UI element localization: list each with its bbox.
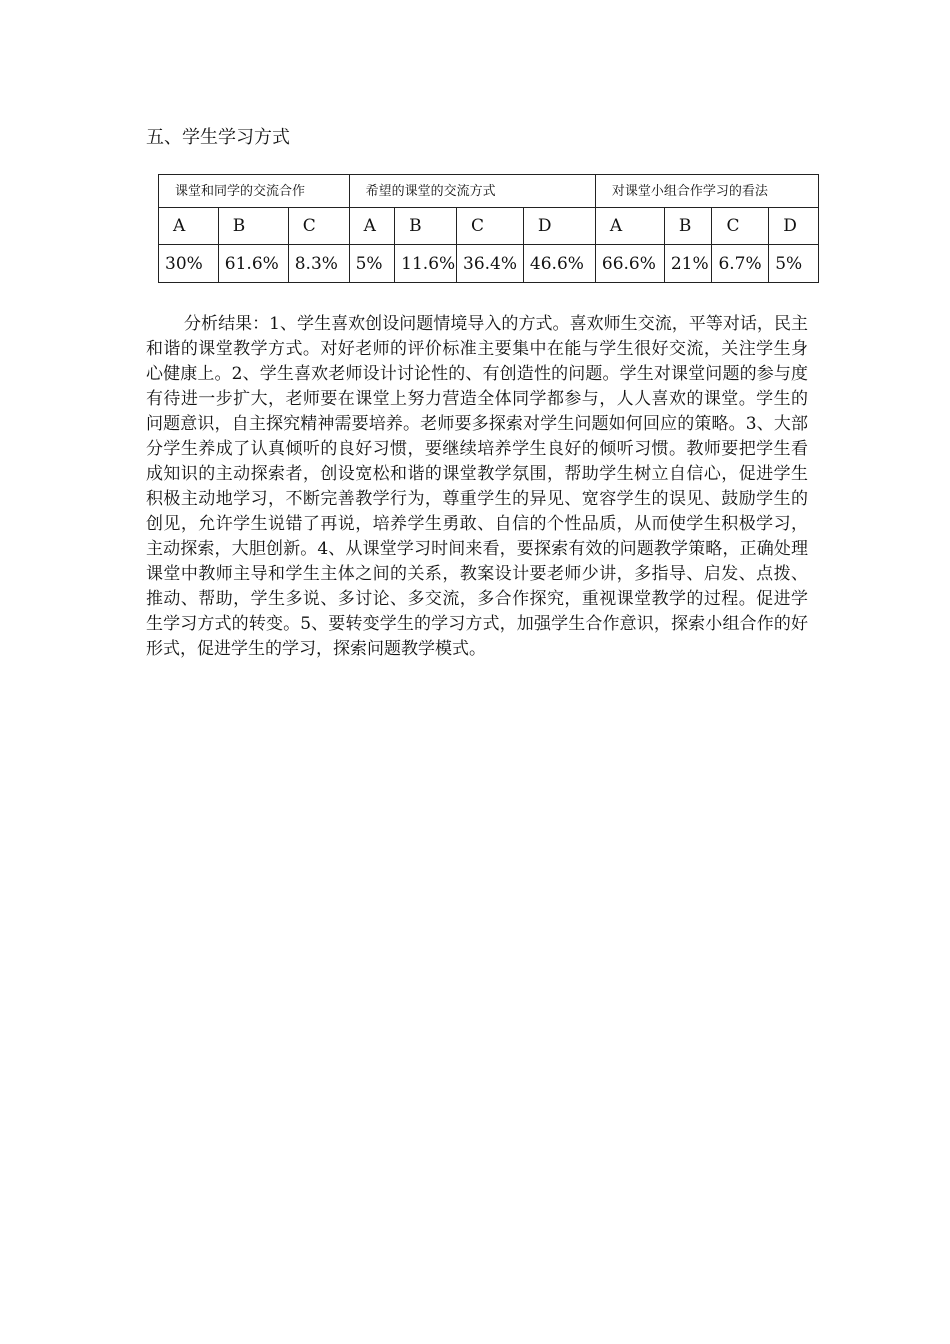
percent-cell: 61.6% [218, 245, 288, 283]
table-group-row [159, 175, 819, 208]
section-heading: 五、学生学习方式 [146, 127, 290, 148]
percent-cell: 66.6% [595, 245, 664, 283]
option-cell: A [595, 208, 664, 245]
option-cell: B [664, 208, 712, 245]
group-header: 希望的课堂的交流方式 [349, 175, 595, 208]
survey-table [158, 174, 819, 283]
table-option-row [159, 208, 819, 245]
option-cell: A [159, 208, 219, 245]
percent-cell: 11.6% [395, 245, 457, 283]
percent-cell: 8.3% [288, 245, 349, 283]
percent-cell: 5% [349, 245, 395, 283]
analysis-paragraph: 分析结果：1、学生喜欢创设问题情境导入的方式。喜欢师生交流，平等对话，民主和谐的课堂教学方式。对好老师的评价标准主要集中在能与学生很好交流，关注学生身心健康上。2、学生喜欢老师设计讨论性的、有创造性的问题。学生对课堂问题的参与度有待进一步扩大，老师要在课堂上努力营造全体同学都参与，人人喜欢的课堂。学生的问题意识，自主探究精神需要培养。老师要多探索对学生问题如何回应的策略。3、大部分学生养成了认真倾听的良好习惯，要继续培养学生良好的倾听习惯。教师要把学生看成知识的主动探索者，创设宽松和谐的课堂教学氛围，帮助学生树立自信心，促进学生积极主动地学习，不断完善教学行为，尊重学生的异见、宽容学生的误见、鼓励学生的创见，允许学生说错了再说，培养学生勇敢、自信的个性品质，从而使学生积极学习，主动探索，大胆创新。4、从课堂学习时间来看，要探索有效的问题教学策略，正确处理课堂中教师主导和学生主体之间的关系，教案设计要老师少讲，多指导、启发、点拨、推动、帮助，学生多说、多讨论、多交流，多合作探究，重视课堂教学的过程。促进学生学习方式的转变。5、要转变学生的学习方式，加强学生合作意识，探索小组合作的好形式，促进学生的学习，探索问题教学模式。 [146, 314, 808, 659]
percent-cell: 46.6% [523, 245, 595, 283]
option-cell: C [712, 208, 769, 245]
group-header: 对课堂小组合作学习的看法 [595, 175, 818, 208]
percent-cell: 5% [769, 245, 819, 283]
option-cell: B [395, 208, 457, 245]
option-cell: C [457, 208, 524, 245]
option-cell: B [218, 208, 288, 245]
option-cell: C [288, 208, 349, 245]
percent-cell: 6.7% [712, 245, 769, 283]
percent-cell: 36.4% [457, 245, 524, 283]
table-percent-row [159, 245, 819, 283]
percent-cell: 21% [664, 245, 712, 283]
option-cell: D [523, 208, 595, 245]
percent-cell: 30% [159, 245, 219, 283]
option-cell: A [349, 208, 395, 245]
option-cell: D [769, 208, 819, 245]
group-header: 课堂和同学的交流合作 [159, 175, 350, 208]
